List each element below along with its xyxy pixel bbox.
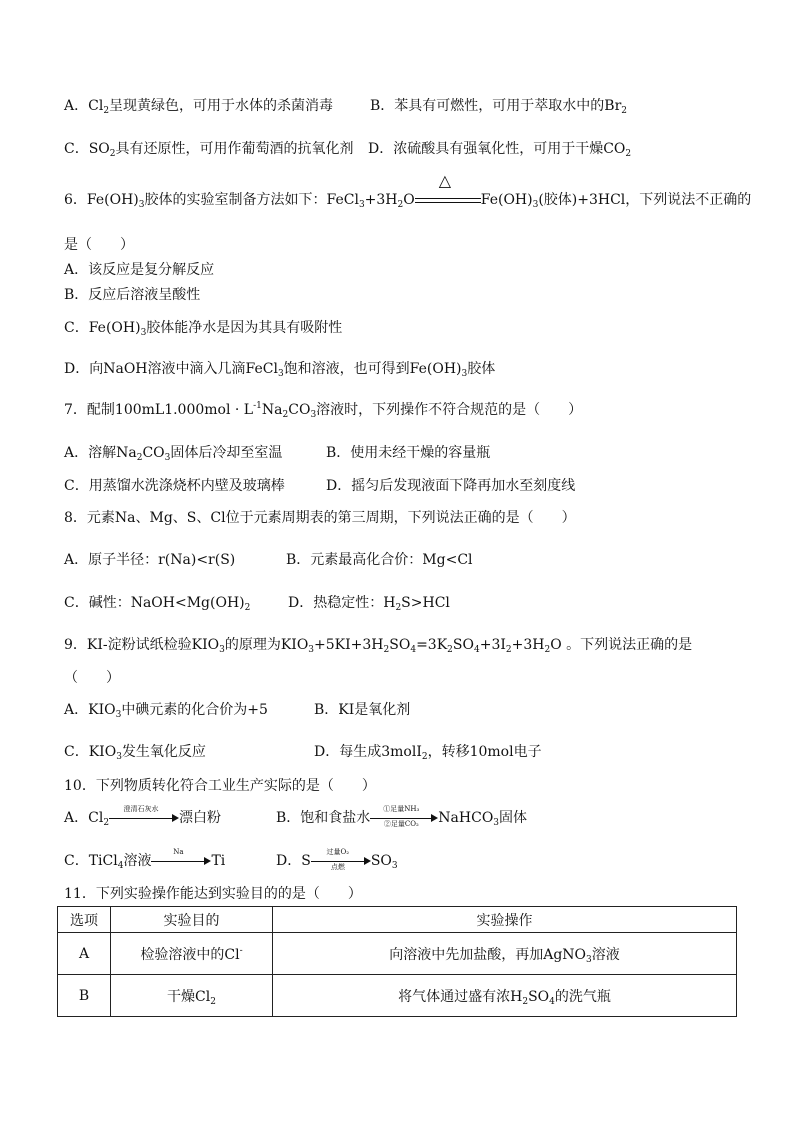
q9-option-c[interactable]: C．$KIO_3$发生氧化反应 [64, 744, 206, 762]
q6-option-d[interactable]: D．向NaOH溶液中滴入几滴FeCl$_3$饱和溶液，也可得到$Fe(OH)_3$胶体 [64, 361, 496, 379]
q8-options-row1 [64, 550, 473, 570]
q5-option-c[interactable]: C．$SO_2$具有还原性，可用作葡萄酒的抗氧化剂 [64, 141, 354, 159]
q9-stem: 9．KI-淀粉试纸检验$KIO_3$的原理为$KIO_3+5KI+3H_2SO_4=3K_2SO_4+3I_2+3H_2O$ 。下列说法正确的是 [64, 637, 693, 655]
q6-option-a[interactable]: A．该反应是复分解反应 [64, 262, 215, 278]
header-option: 选项 [58, 907, 111, 933]
q5-option-a[interactable]: A．$Cl_2$呈现黄绿色，可用于水体的杀菌消毒 [64, 98, 334, 116]
q8-option-d[interactable]: D．热稳定性：$H_2S>HCl$ [288, 595, 450, 613]
table-row [58, 975, 737, 1017]
q11-stem: 11．下列实验操作能达到实验目的的是（ ） [64, 886, 362, 902]
q7-options-row1 [64, 443, 491, 463]
table-row [58, 933, 737, 975]
q7-option-b[interactable]: B．使用未经干燥的容量瓶 [326, 445, 491, 461]
q5-options-row1 [64, 96, 628, 116]
q7-options-row2 [64, 476, 576, 496]
row-a-option: A [58, 933, 111, 975]
q8-option-c[interactable]: C．碱性：$NaOH<Mg(OH)_2$ [64, 595, 251, 613]
q9-option-b[interactable]: B．KI是氧化剂 [314, 702, 411, 718]
reaction-arrow-icon: 过量O₂ 点燃 [311, 854, 371, 868]
q8-option-b[interactable]: B．元素最高化合价：Mg<Cl [286, 552, 473, 568]
q6-stem: 6．$Fe(OH)_3$胶体的实验室制备方法如下：$FeCl_3+3H_2O$ △ $Fe(OH)_3$(胶体)+3HCl，下列说法不正确的 [64, 171, 752, 210]
q10-options-row2 [64, 848, 398, 871]
q10-options-row1 [64, 805, 528, 828]
row-a-operation: 向溶液中先加盐酸，再加AgNO$_3$溶液 [273, 933, 737, 975]
header-goal: 实验目的 [111, 907, 273, 933]
q9-options-row1 [64, 700, 411, 720]
q9-options-row2 [64, 742, 542, 762]
q5-options-row2 [64, 139, 632, 159]
q8-options-row2 [64, 593, 450, 613]
q7-stem: 7．配制$100mL1.000mol \cdot L^{-1}Na_2CO_3$溶液时，下列操作不符合规范的是（ ） [64, 401, 583, 420]
q5-option-d[interactable]: D．浓硫酸具有强氧化性，可用于干燥$CO_2$ [368, 141, 632, 159]
reaction-arrow-icon: Na [151, 854, 211, 868]
q6-option-b[interactable]: B．反应后溶液呈酸性 [64, 287, 201, 303]
q10-option-c[interactable]: C．TiCl$_4$溶液 Na Ti [64, 848, 226, 871]
row-b-goal: 干燥$Cl_2$ [111, 975, 273, 1017]
q9-option-d[interactable]: D．每生成3molI$_2$，转移10mol电子 [314, 744, 542, 762]
q6-option-c[interactable]: C．$Fe(OH)_3$胶体能净水是因为其具有吸附性 [64, 320, 343, 338]
heating-equal-sign: △ [415, 193, 481, 207]
q5-option-b[interactable]: B．苯具有可燃性，可用于萃取水中的$Br_2$ [370, 98, 628, 116]
q10-option-a[interactable]: A．$Cl_2$ 澄清石灰水 漂白粉 [64, 805, 222, 828]
row-a-goal: 检验溶液中的Cl- [111, 933, 273, 975]
q9-stem-cont: （ ） [64, 670, 120, 686]
table-header-row [58, 907, 737, 933]
row-b-operation: 将气体通过盛有浓$H_2SO_4$的洗气瓶 [273, 975, 737, 1017]
reaction-arrow-icon: ①足量NH₃ ②足量CO₂ [370, 811, 438, 825]
q6-stem-cont: 是（ ） [64, 237, 134, 253]
q7-option-a[interactable]: A．溶解$Na_2CO_3$固体后冷却至室温 [64, 445, 283, 463]
q8-option-a[interactable]: A．原子半径：r(Na)<r(S) [64, 552, 236, 568]
q10-option-d[interactable]: D．S 过量O₂ 点燃 $SO_3$ [276, 848, 398, 871]
q10-option-b[interactable]: B．饱和食盐水 ①足量NH₃ ②足量CO₂ NaHCO$_3$固体 [276, 805, 528, 828]
q10-stem: 10．下列物质转化符合工业生产实际的是（ ） [64, 778, 376, 794]
q7-option-c[interactable]: C．用蒸馏水洗涤烧杯内壁及玻璃棒 [64, 478, 285, 494]
q7-option-d[interactable]: D．摇匀后发现液面下降再加水至刻度线 [326, 478, 576, 494]
q11-table [57, 906, 737, 1017]
row-b-option: B [58, 975, 111, 1017]
q8-stem: 8．元素Na、Mg、S、Cl位于元素周期表的第三周期，下列说法正确的是（ ） [64, 510, 576, 526]
q9-option-a[interactable]: A．$KIO_3$中碘元素的化合价为+5 [64, 702, 268, 720]
header-operation: 实验操作 [273, 907, 737, 933]
reaction-arrow-icon: 澄清石灰水 [109, 811, 179, 825]
